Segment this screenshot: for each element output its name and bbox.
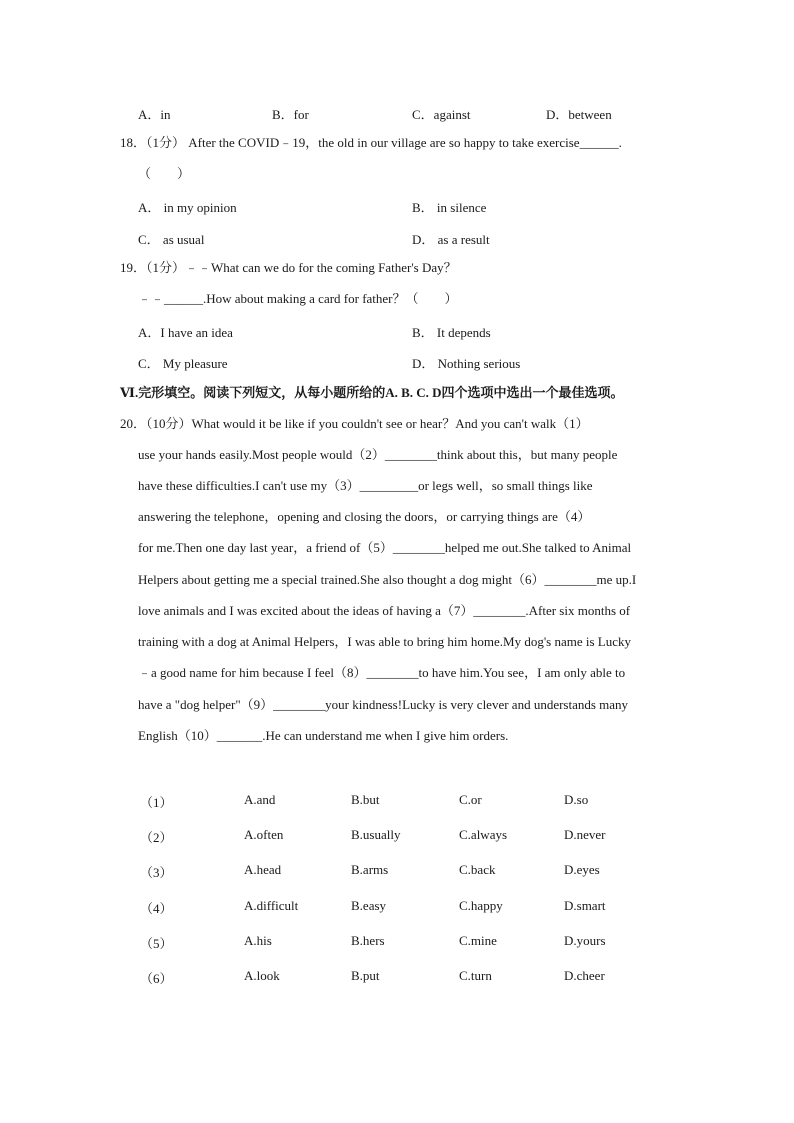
q20-line-11: English（10）_______.He can understand me when I give him orders.: [138, 728, 509, 743]
choice-c[interactable]: C.mine: [459, 933, 497, 948]
q20-line-4: answering the telephone，opening and closing the doors，or carrying things are（4）: [138, 509, 591, 524]
choice-num: （2）: [140, 830, 173, 845]
choice-a[interactable]: A.difficult: [244, 898, 299, 913]
choice-a[interactable]: A.and: [244, 792, 276, 807]
q18-stem: 18．（1分） After the COVID﹣19，the old in our village are so happy to take exercise______.: [120, 135, 622, 150]
q19-option-c[interactable]: C． My pleasure: [138, 356, 228, 371]
q18-option-c[interactable]: C． as usual: [138, 232, 205, 247]
choice-c[interactable]: C.or: [459, 792, 482, 807]
choice-c[interactable]: C.happy: [459, 898, 503, 913]
choice-b[interactable]: B.easy: [351, 898, 387, 913]
choice-d[interactable]: D.smart: [564, 898, 606, 913]
section-title: Ⅵ.完形填空。阅读下列短文，从每小题所给的A. B. C. D四个选项中选出一个最佳选项。: [120, 385, 624, 400]
choice-b[interactable]: B.hers: [351, 933, 385, 948]
choice-c[interactable]: C.turn: [459, 968, 492, 983]
choice-c[interactable]: C.always: [459, 827, 508, 842]
q20-line-7: love animals and I was excited about the ideas of having a（7）________.After six months of: [138, 603, 631, 618]
q20-line-1: 20．（10分）What would it be like if you couldn't see or hear？And you can't walk（1）: [120, 416, 589, 431]
choice-a[interactable]: A.head: [244, 862, 282, 877]
choice-b[interactable]: B.but: [351, 792, 380, 807]
choice-a[interactable]: A.often: [244, 827, 284, 842]
choice-d[interactable]: D.cheer: [564, 968, 605, 983]
choice-b[interactable]: B.arms: [351, 862, 389, 877]
q20-line-5: for me.Then one day last year，a friend of（5）________helped me out.She talked to Animal: [138, 540, 632, 555]
choice-num: （3）: [140, 865, 173, 880]
choice-b[interactable]: B.put: [351, 968, 380, 983]
choice-num: （6）: [140, 971, 173, 986]
choice-d[interactable]: D.so: [564, 792, 589, 807]
q17-option-d[interactable]: D．between: [546, 107, 612, 122]
q17-option-a[interactable]: A．in: [138, 107, 171, 122]
q19-option-b[interactable]: B． It depends: [412, 325, 491, 340]
q19-stem: 19．（1分）﹣﹣What can we do for the coming Father's Day？: [120, 260, 457, 275]
q18-option-b[interactable]: B． in silence: [412, 200, 487, 215]
q18-option-d[interactable]: D． as a result: [412, 232, 490, 247]
q20-line-3: have these difficulties.I can't use my（3）_________or legs well，so small things like: [138, 478, 593, 493]
choice-c[interactable]: C.back: [459, 862, 496, 877]
q19-option-a[interactable]: A．I have an idea: [138, 325, 233, 340]
q20-line-8: training with a dog at Animal Helpers，I was able to bring him home.My dog's name is Lucky: [138, 634, 632, 649]
choice-num: （5）: [140, 936, 173, 951]
q19-option-d[interactable]: D． Nothing serious: [412, 356, 521, 371]
q18-option-a[interactable]: A． in my opinion: [138, 200, 237, 215]
q20-line-6: Helpers about getting me a special trained.She also thought a dog might（6）________me up.I: [138, 572, 637, 587]
choice-b[interactable]: B.usually: [351, 827, 401, 842]
choice-d[interactable]: D.never: [564, 827, 606, 842]
q20-line-2: use your hands easily.Most people would（2）________think about this，but many people: [138, 447, 618, 462]
q20-line-9: ﹣a good name for him because I feel（8）________to have him.You see，I am only able to: [138, 665, 626, 680]
q18-answer-paren: （ ）: [138, 166, 191, 181]
choice-num: （4）: [140, 901, 173, 916]
q17-option-b[interactable]: B．for: [272, 107, 309, 122]
q17-option-c[interactable]: C．against: [412, 107, 471, 122]
choice-num: （1）: [140, 795, 173, 810]
choice-a[interactable]: A.look: [244, 968, 280, 983]
q20-line-10: have a "dog helper"（9）________your kindness!Lucky is very clever and understands many: [138, 697, 629, 712]
choice-a[interactable]: A.his: [244, 933, 272, 948]
choice-d[interactable]: D.yours: [564, 933, 606, 948]
choice-d[interactable]: D.eyes: [564, 862, 600, 877]
q19-reply: ﹣﹣______.How about making a card for father？（ ）: [138, 291, 458, 306]
